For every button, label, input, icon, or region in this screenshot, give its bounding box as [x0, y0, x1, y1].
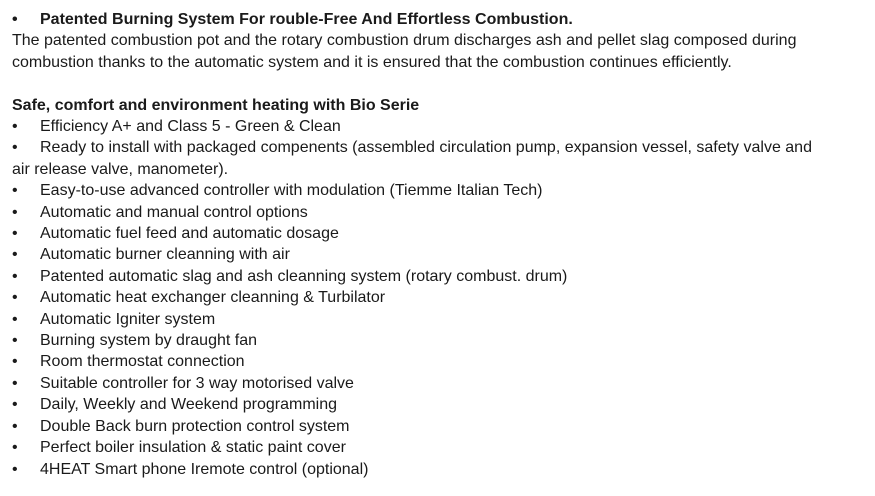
feature-list-item: [12, 180, 875, 201]
feature-text: 4HEAT Smart phone Iremote control (optional): [40, 460, 369, 478]
bullet-marker: •: [12, 396, 18, 414]
bullet-marker: •: [12, 182, 18, 200]
bullet-marker: •: [12, 417, 18, 435]
feature-list-item: [12, 202, 875, 223]
feature-list-item: [12, 351, 875, 372]
section2-heading: Safe, comfort and environment heating with Bio Serie: [12, 96, 420, 114]
feature-text: Room thermostat connection: [40, 353, 245, 371]
bullet-marker: •: [12, 332, 18, 350]
feature-text: Burning system by draught fan: [40, 332, 258, 350]
bullet-marker: •: [12, 118, 18, 136]
bullet-marker: •: [12, 289, 18, 307]
bullet-marker: •: [12, 267, 18, 285]
bullet-marker: •: [12, 439, 18, 457]
feature-text: Double Back burn protection control system: [40, 417, 350, 435]
bullet-marker: •: [12, 225, 18, 243]
feature-text: Automatic heat exchanger cleanning & Turbilator: [40, 289, 386, 307]
section1-heading: Patented Burning System For rouble-Free And Effortless Combustion.: [40, 11, 573, 28]
feature-text: Automatic and manual control options: [40, 203, 308, 221]
feature-text: Easy-to-use advanced controller with modulation (Tiemme Italian Tech): [40, 182, 543, 200]
feature-text: Patented automatic slag and ash cleanning system (rotary combust. drum): [40, 267, 568, 285]
bullet-marker: •: [12, 139, 18, 157]
bullet-marker: •: [12, 353, 18, 371]
feature-list-item: [12, 330, 875, 351]
bullet-marker: •: [12, 11, 18, 28]
feature-list-item: [12, 137, 875, 158]
feature-text: Perfect boiler insulation & static paint cover: [40, 439, 346, 457]
feature-list-item: [12, 309, 875, 330]
feature-list-item: [12, 373, 875, 394]
feature-list-item: [12, 244, 875, 265]
section1-paragraph-line-1: The patented combustion pot and the rotary combustion drum discharges ash and pellet slag composed during: [12, 32, 797, 50]
feature-text: Automatic burner cleanning with air: [40, 246, 290, 264]
feature-list-item: [12, 437, 875, 458]
section1-paragraph-line-2: combustion thanks to the automatic system and it is ensured that the combustion continues efficiently.: [12, 53, 732, 71]
feature-text: Efficiency A+ and Class 5 - Green & Clean: [40, 118, 341, 136]
feature-list-item: [12, 266, 875, 287]
feature-list-item: [12, 223, 875, 244]
section-spacer: [12, 73, 875, 94]
feature-list-item: [12, 416, 875, 437]
bullet-marker: •: [12, 203, 18, 221]
bullet-marker: •: [12, 310, 18, 328]
feature-text: Daily, Weekly and Weekend programming: [40, 396, 338, 414]
section1-heading-line: [12, 9, 875, 30]
bullet-marker: •: [12, 374, 18, 392]
feature-text: Automatic fuel feed and automatic dosage: [40, 225, 339, 243]
bullet-marker: •: [12, 246, 18, 264]
feature-list-item: [12, 116, 875, 137]
bullet-marker: •: [12, 460, 18, 478]
feature-text: Automatic Igniter system: [40, 310, 216, 328]
feature-text: Suitable controller for 3 way motorised valve: [40, 374, 354, 392]
feature-list-item: [12, 459, 875, 480]
feature-text: Ready to install with packaged compenents (assembled circulation pump, expansion vessel, safety valve and: [40, 139, 812, 157]
feature-list-item: [12, 394, 875, 415]
feature-list-item: [12, 287, 875, 308]
feature-text-continuation: air release valve, manometer).: [12, 160, 229, 178]
